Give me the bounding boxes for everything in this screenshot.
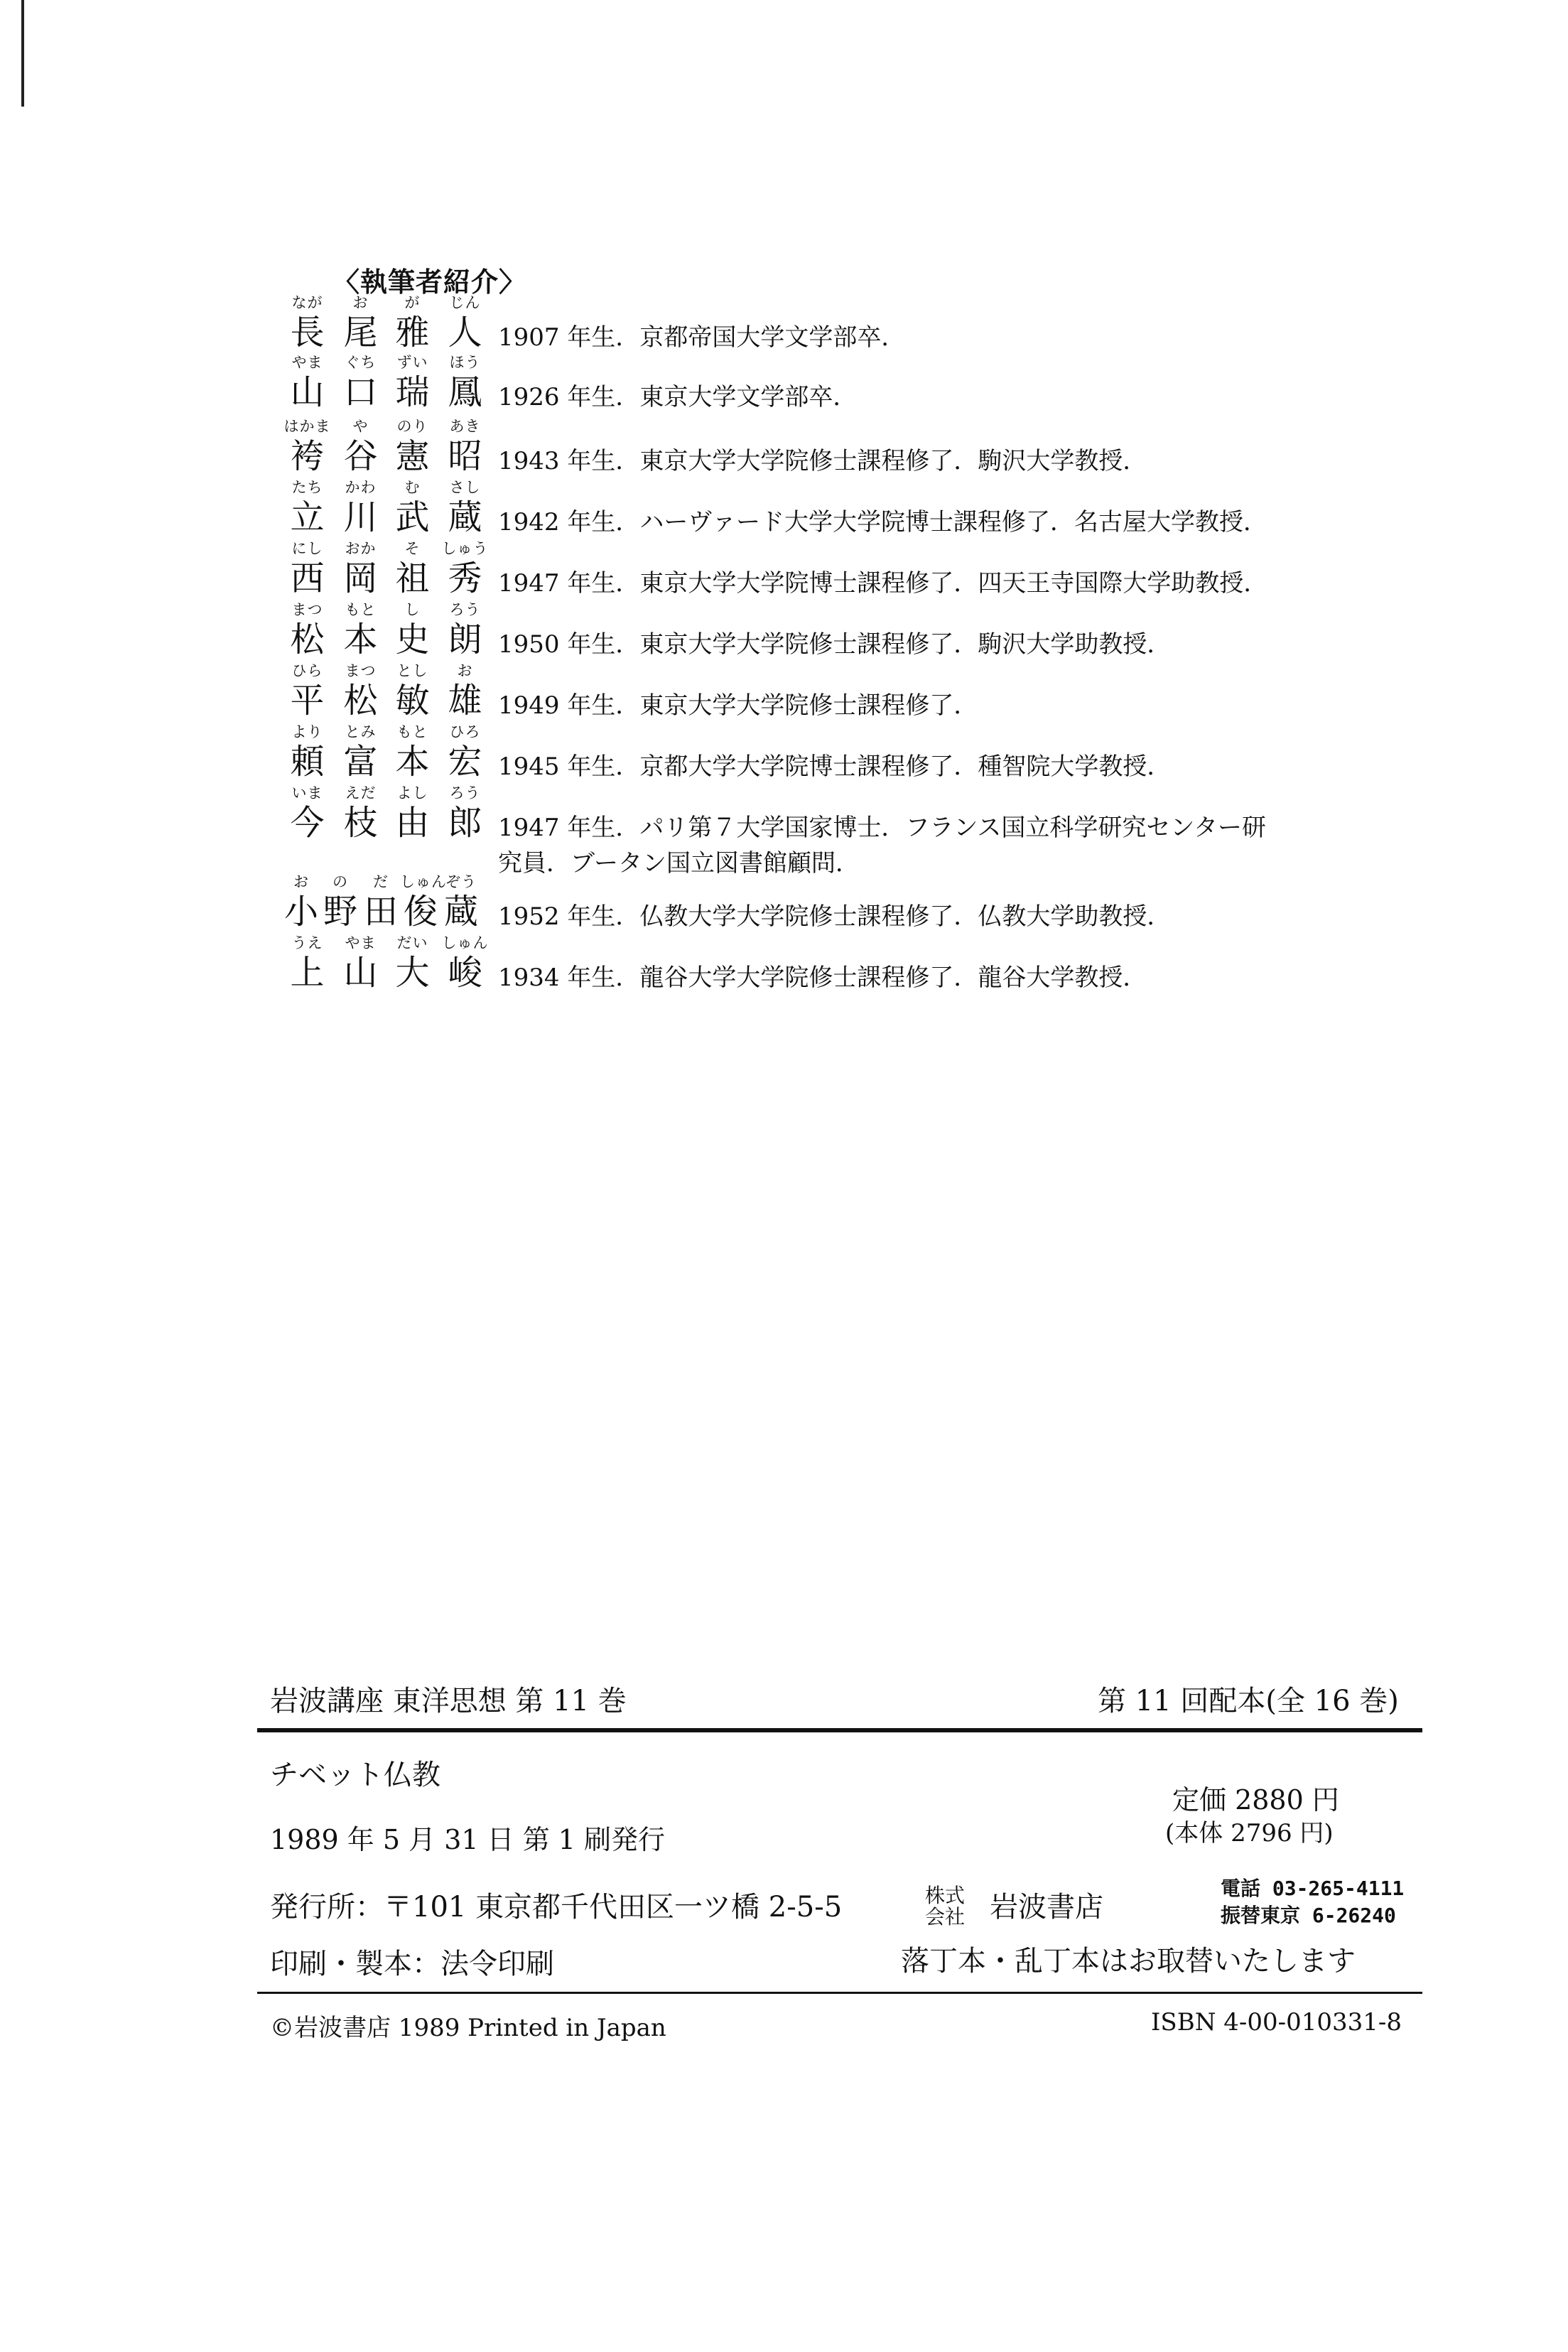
name-character: 雄 (448, 681, 482, 721)
authors-heading: 〈執筆者紹介〉 (332, 266, 527, 298)
name-ruby: ひろ (449, 723, 481, 740)
author-bio (498, 749, 1568, 784)
name-ruby: いま (291, 784, 323, 802)
author-bio (498, 627, 1568, 662)
name-ruby: なが (291, 294, 323, 311)
author-bio (498, 320, 1568, 355)
name-ruby: お (293, 873, 309, 890)
author-bio-line: 1950 年生．東京大学大学院修士課程修了．駒沢大学助教授． (498, 630, 1172, 659)
publisher-name: 岩波書店 (990, 1891, 1103, 1924)
name-character: 蔵 (448, 497, 482, 537)
author-name (281, 351, 487, 422)
name-ruby: まつ (345, 662, 377, 679)
name-ruby: ぞう (445, 873, 477, 890)
name-character: 祖 (395, 559, 430, 598)
name-character: 今 (290, 803, 325, 843)
name-ruby: だい (396, 934, 428, 951)
name-ruby: ろう (449, 784, 481, 802)
name-ruby: より (291, 723, 323, 740)
name-character: 平 (290, 681, 325, 721)
name-character: 憲 (395, 436, 430, 476)
author-name (281, 659, 487, 730)
author-bio-line: 1926 年生．東京大学文学部卒． (498, 383, 858, 411)
name-character: 瑞 (395, 372, 430, 412)
name-ruby: しゅん (441, 934, 489, 951)
name-ruby: まつ (291, 601, 323, 618)
name-ruby: かわ (345, 479, 377, 496)
name-character: 松 (290, 620, 325, 659)
transfer-account: 振替東京 6-26240 (1221, 1904, 1396, 1927)
name-ruby: たち (291, 479, 323, 496)
name-ruby: し (404, 601, 421, 618)
author-bio (498, 899, 1568, 934)
price: 定価 2880 円 (1172, 1784, 1339, 1816)
name-character: 岡 (343, 559, 378, 598)
company-type-bottom: 会社 (925, 1905, 966, 1928)
name-ruby: ほう (449, 354, 481, 371)
name-ruby: おか (345, 540, 377, 557)
isbn: ISBN 4-00-010331-8 (1151, 2008, 1402, 2037)
name-ruby: お (352, 294, 369, 311)
author-bio-line: 1943 年生．東京大学大学院修士課程修了．駒沢大学教授． (498, 447, 1147, 475)
author-bio-line: 1947 年生．東京大学大学院博士課程修了．四天王寺国際大学助教授． (498, 569, 1268, 598)
name-ruby: さし (449, 479, 481, 496)
name-ruby: やま (291, 354, 323, 371)
name-character: 松 (343, 681, 378, 721)
name-ruby: とみ (345, 723, 377, 740)
name-ruby: やま (345, 934, 377, 951)
copyright: ©岩波書店 1989 Printed in Japan (270, 2014, 666, 2042)
name-ruby: よし (396, 784, 428, 802)
name-ruby: ぐち (345, 354, 377, 371)
name-character: 朗 (448, 620, 482, 659)
name-ruby: はかま (283, 418, 331, 435)
name-character: 上 (290, 953, 325, 993)
author-bio-line: 1934 年生．龍谷大学大学院修士課程修了．龍谷大学教授． (498, 964, 1147, 992)
name-ruby: じん (449, 294, 481, 311)
name-character: 蔵 (443, 892, 478, 932)
publisher-address: 発行所：〒101 東京都千代田区一ツ橋 2-5-5 (270, 1891, 843, 1924)
author-name (281, 932, 487, 1003)
bottom-rule (257, 1992, 1422, 1994)
name-ruby: とし (396, 662, 428, 679)
name-character: 昭 (448, 436, 482, 476)
name-ruby: ずい (396, 354, 428, 371)
name-character: 尾 (343, 313, 378, 352)
author-bio (498, 505, 1568, 540)
name-character: 富 (343, 742, 378, 782)
author-bio (498, 379, 1568, 415)
name-character: 頼 (290, 742, 325, 782)
author-name (281, 415, 487, 486)
author-bio-line: 1947 年生．パリ第７大学国家博士．フランス国立科学研究センター研 (498, 814, 1266, 842)
author-bio-line: 1949 年生．東京大学大学院修士課程修了． (498, 691, 978, 720)
author-bio (498, 810, 1379, 881)
name-ruby: だ (373, 873, 389, 890)
name-character: 峻 (448, 953, 482, 993)
name-ruby: うえ (291, 934, 323, 951)
name-character: 武 (395, 497, 430, 537)
name-character: 本 (395, 742, 430, 782)
name-character: 山 (343, 953, 378, 993)
company-type-top: 株式 (925, 1884, 966, 1907)
name-character: 郎 (448, 803, 482, 843)
name-ruby: が (404, 294, 421, 311)
name-ruby: ひら (291, 662, 323, 679)
author-name (281, 537, 487, 608)
name-character: 長 (290, 313, 325, 352)
name-ruby: にし (291, 540, 323, 557)
page-edge-line (21, 0, 24, 107)
top-rule (257, 1728, 1422, 1732)
author-name (281, 598, 487, 669)
phone-number: 電話 03-265-4111 (1221, 1877, 1405, 1900)
name-character: 由 (395, 803, 430, 843)
name-character: 口 (343, 372, 378, 412)
name-character: 山 (290, 372, 325, 412)
name-ruby: しゅう (441, 540, 489, 557)
book-title: チベット仏教 (270, 1759, 440, 1791)
name-character: 袴 (290, 436, 325, 476)
name-character: 秀 (448, 559, 482, 598)
name-ruby: えだ (345, 784, 377, 802)
name-character: 人 (448, 313, 482, 352)
author-bio-line: 1942 年生．ハーヴァード大学大学院博士課程修了．名古屋大学教授． (498, 508, 1267, 536)
name-ruby: ろう (449, 601, 481, 618)
author-bio-line: 究員．ブータン国立図書館顧問． (498, 849, 860, 878)
name-character: 西 (290, 559, 325, 598)
name-character: 本 (343, 620, 378, 659)
author-name (281, 870, 487, 942)
name-ruby: のり (396, 418, 428, 435)
printer: 印刷・製本：法令印刷 (270, 1948, 554, 1980)
name-character: 小 (283, 892, 318, 932)
name-character: 俊 (403, 892, 438, 932)
name-character: 田 (363, 892, 398, 932)
author-bio-line: 1952 年生．仏教大学大学院修士課程修了．仏教大学助教授． (498, 902, 1172, 931)
name-character: 野 (323, 892, 357, 932)
series-title: 岩波講座 東洋思想 第 11 巻 (270, 1685, 627, 1717)
name-character: 立 (290, 497, 325, 537)
name-ruby: お (457, 662, 473, 679)
author-bio-line: 1945 年生．京都大学大学院博士課程修了．種智院大学教授． (498, 752, 1172, 781)
defect-note: 落丁本・乱丁本はお取替いたします (901, 1945, 1356, 1978)
name-character: 鳳 (448, 372, 482, 412)
name-ruby: む (404, 479, 421, 496)
author-bio-line: 1907 年生．京都帝国大学文学部卒． (498, 323, 906, 352)
author-name (281, 476, 487, 547)
name-character: 枝 (343, 803, 378, 843)
author-bio (498, 566, 1568, 601)
author-bio (498, 443, 1568, 479)
name-character: 敏 (395, 681, 430, 721)
distribution-number: 第 11 回配本(全 16 巻) (1098, 1685, 1399, 1717)
name-ruby: や (352, 418, 369, 435)
author-name (281, 782, 487, 853)
name-character: 谷 (343, 436, 378, 476)
name-character: 大 (395, 953, 430, 993)
name-character: 川 (343, 497, 378, 537)
name-character: 宏 (448, 742, 482, 782)
author-bio (498, 960, 1568, 996)
name-ruby: の (332, 873, 348, 890)
name-ruby: そ (404, 540, 421, 557)
name-ruby: あき (449, 418, 481, 435)
price-base: (本体 2796 円) (1165, 1819, 1334, 1847)
author-name (281, 721, 487, 792)
name-character: 雅 (395, 313, 430, 352)
name-ruby: もと (396, 723, 428, 740)
name-ruby: もと (345, 601, 377, 618)
name-ruby: しゅん (400, 873, 447, 890)
issue-date: 1989 年 5 月 31 日 第 1 刷発行 (270, 1824, 666, 1855)
author-bio (498, 688, 1568, 723)
name-character: 史 (395, 620, 430, 659)
